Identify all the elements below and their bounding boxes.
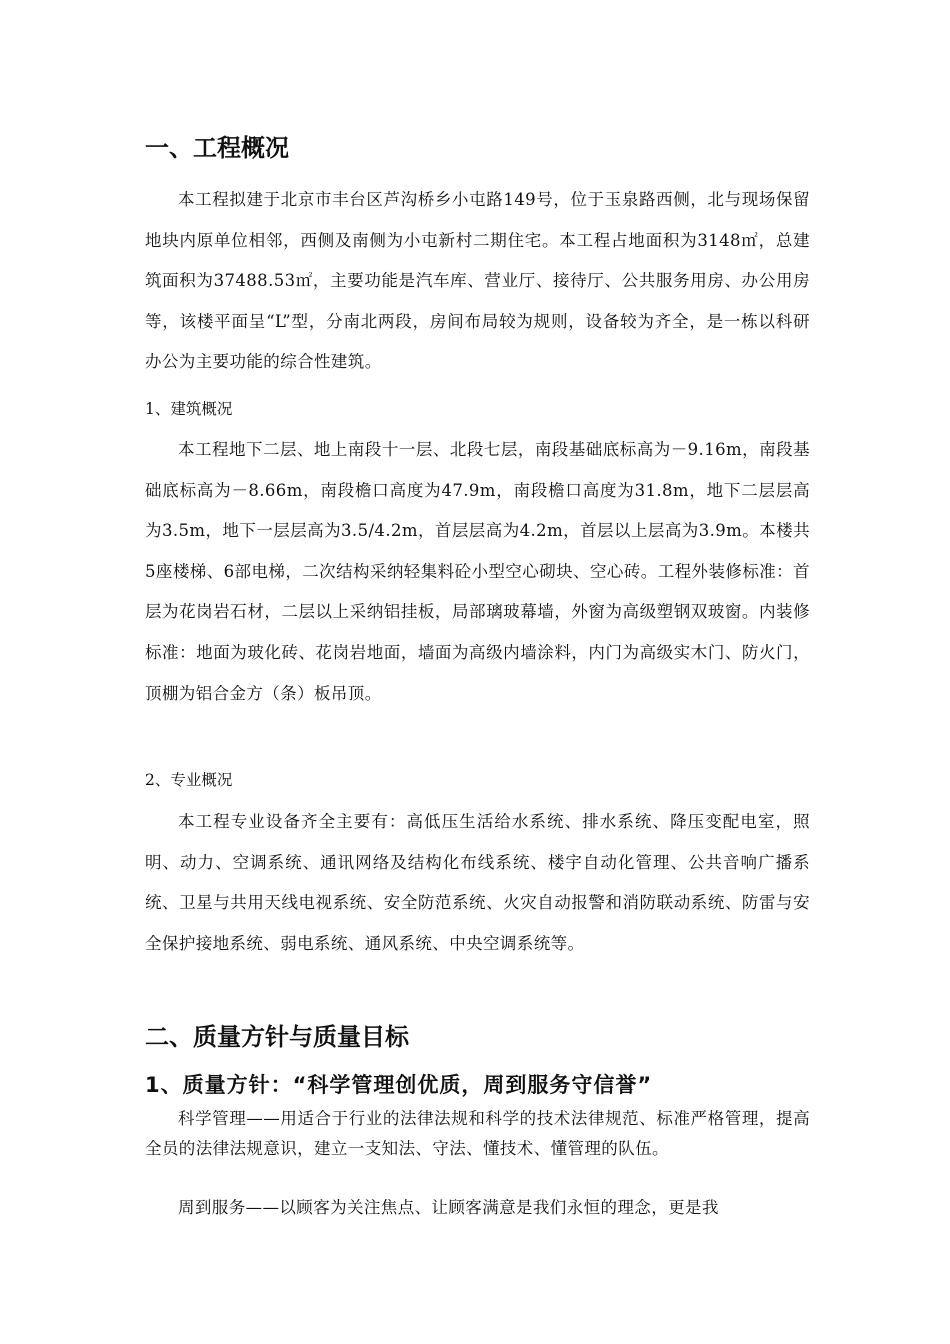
quality-service-paragraph: 周到服务——以顾客为关注焦点、让顾客满意是我们永恒的理念，更是我 — [178, 1198, 719, 1217]
building-overview-paragraph: 本工程地下二层、地上南段十一层、北段七层，南段基础底标高为－9.16m，南段基础底标高为－8.66m，南段檐口高度为47.9m，南段檐口高度为31.8m，地下二层层高为3.5m，地下一层层高为3.5/4.2m，首层层高为4.2m，首层以上层高为3.9m。本楼共5座楼梯、6部电梯，二次结构采纳轻集料砼小型空心砌块、空心砖。工程外装修标准：首层为花岗岩石材，二层以上采纳铝挂板，局部璃玻幕墙，外窗为高级塑钢双玻窗。内装修标准：地面为玻化砖、花岗岩地面，墙面为高级内墙涂料，内门为高级实木门、防火门，顶棚为铝合金方（条）板吊顶。 — [145, 440, 810, 703]
subsection-title-building: 1、建筑概况 — [145, 400, 233, 418]
subsection-title-quality-policy: 1、质量方针：“科学管理创优质，周到服务守信誉” — [145, 1073, 653, 1097]
quality-management-paragraph: 科学管理——用适合于行业的法律法规和科学的技术法律规范、标准严格管理，提高全员的法律法规意识，建立一支知法、守法、懂技术、懂管理的队伍。 — [145, 1109, 810, 1158]
specialty-overview-paragraph: 本工程专业设备齐全主要有：高低压生活给水系统、排水系统、降压变配电室，照明、动力、空调系统、通讯网络及结构化布线系统、楼宇自动化管理、公共音响广播系统、卫星与共用天线电视系统、安全防范系统、火灾自动报警和消防联动系统、防雷与安全保护接地系统、弱电系统、通风系统、中央空调系统等。 — [145, 812, 810, 953]
section-title-quality: 二、质量方针与质量目标 — [145, 1023, 409, 1051]
subsection-title-specialty: 2、专业概况 — [145, 771, 233, 789]
section-title-project-overview: 一、工程概况 — [145, 134, 289, 162]
project-intro-paragraph: 本工程拟建于北京市丰台区芦沟桥乡小屯路149号，位于玉泉路西侧，北与现场保留地块内原单位相邻，西侧及南侧为小屯新村二期住宅。本工程占地面积为3148㎡，总建筑面积为37488.53㎡，主要功能是汽车库、营业厅、接待厅、公共服务用房、办公用房等，该楼平面呈“L”型，分南北两段，房间布局较为规则，设备较为齐全，是一栋以科研办公为主要功能的综合性建筑。 — [145, 190, 810, 372]
